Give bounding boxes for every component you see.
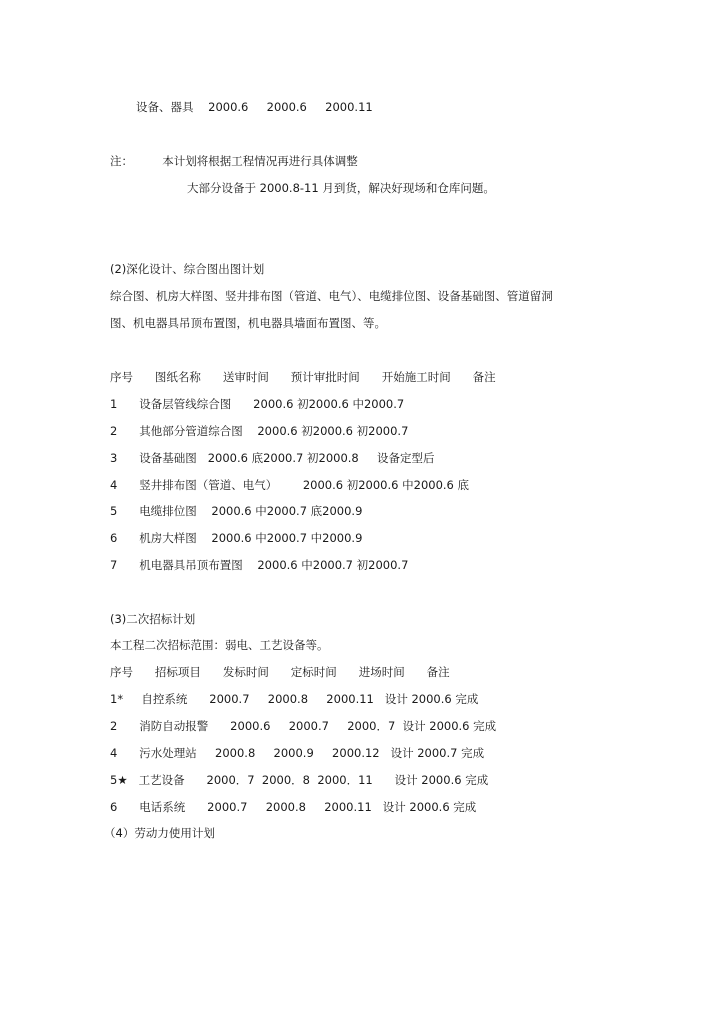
table-row: 6 电话系统 2000.7 2000.8 2000.11 设计 2000.6 完成 (110, 800, 477, 814)
table-row: 5★ 工艺设备 2000．7 2000．8 2000．11 设计 2000.6 完成 (110, 773, 489, 787)
paragraph-drawings-line2: 图、机电器具吊顶布置图，机电器具墙面布置图、等。 (110, 316, 386, 330)
table-header-drawings: 序号 图纸名称 送审时间 预计审批时间 开始施工时间 备注 (110, 370, 496, 384)
section-heading-labor-plan: （4）劳动力使用计划 (104, 826, 215, 840)
text-line-equipment: 设备、器具 2000.6 2000.6 2000.11 (136, 100, 373, 114)
table-row: 4 污水处理站 2000.8 2000.9 2000.12 设计 2000.7 完成 (110, 746, 485, 760)
table-row: 3 设备基础图 2000.6 底2000.7 初2000.8 设备定型后 (110, 451, 435, 465)
table-row: 1* 自控系统 2000.7 2000.8 2000.11 设计 2000.6 完成 (110, 692, 479, 706)
paragraph-tender-scope: 本工程二次招标范围：弱电、工艺设备等。 (110, 638, 329, 652)
table-row: 2 其他部分管道综合图 2000.6 初2000.6 初2000.7 (110, 424, 409, 438)
table-row: 5 电缆排位图 2000.6 中2000.7 底2000.9 (110, 504, 363, 518)
text-line-note-detail: 大部分设备于 2000.8-11 月到货，解决好现场和仓库问题。 (187, 181, 495, 195)
table-row: 2 消防自动报警 2000.6 2000.7 2000．7 设计 2000.6 完成 (110, 719, 497, 733)
table-row: 6 机房大样图 2000.6 中2000.7 中2000.9 (110, 531, 363, 545)
table-row: 1 设备层管线综合图 2000.6 初2000.6 中2000.7 (110, 397, 405, 411)
section-heading-tender-plan: (3)二次招标计划 (110, 612, 196, 626)
table-row: 7 机电器具吊顶布置图 2000.6 中2000.7 初2000.7 (110, 558, 409, 572)
table-row: 4 竖井排布图（管道、电气） 2000.6 初2000.6 中2000.6 底 (110, 478, 470, 492)
table-header-tender: 序号 招标项目 发标时间 定标时间 进场时间 备注 (110, 665, 450, 679)
text-line-note: 注： 本计划将根据工程情况再进行具体调整 (110, 154, 358, 168)
section-heading-design-plan: (2)深化设计、综合图出图计划 (110, 262, 265, 276)
paragraph-drawings-line1: 综合图、机房大样图、竖井排布图（管道、电气）、电缆排位图、设备基础图、管道留洞 (110, 289, 553, 303)
